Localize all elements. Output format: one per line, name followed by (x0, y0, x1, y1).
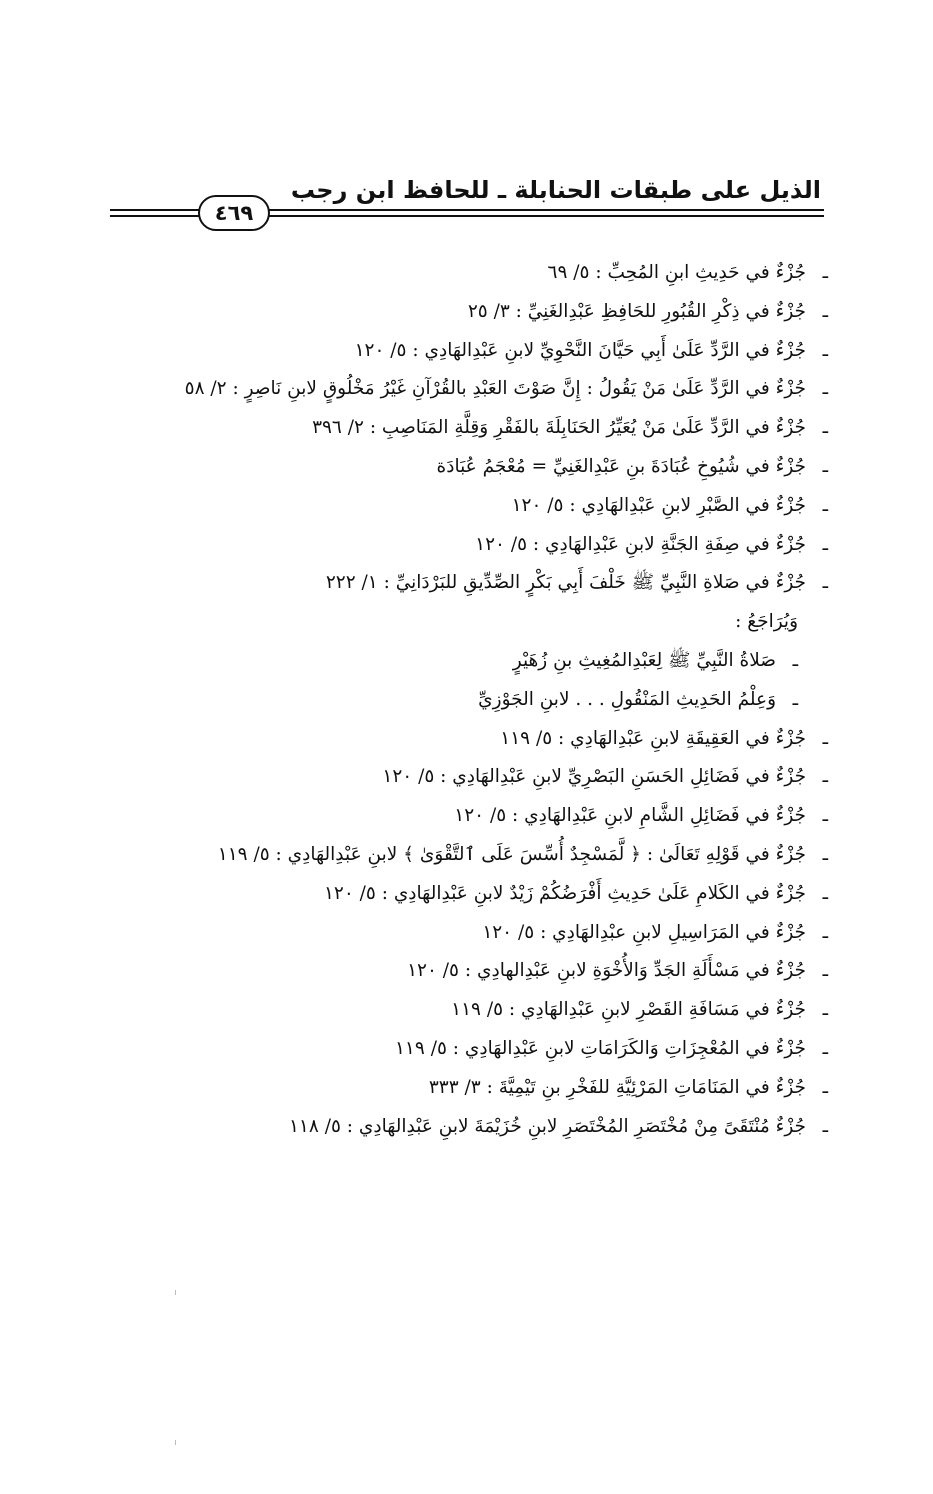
list-item (128, 293, 828, 332)
list-item (128, 526, 828, 565)
list-marker: ـ (822, 1037, 828, 1059)
entry-text: جُزْءٌ في المَرَاسِيلِ لابنِ عبْدِالهَادِي : ٥/ ١٢٠ (482, 921, 806, 943)
list-item (128, 914, 828, 953)
list-item (128, 875, 828, 914)
list-marker: ـ (822, 339, 828, 361)
entry-text: صَلاةُ النَّبِيِّ ﷺ لِعَبْدِالمُغِيثِ بنِ زُهَيْرٍ (512, 649, 776, 671)
list-marker: ـ (822, 727, 828, 749)
list-item (128, 254, 828, 293)
list-marker: ـ (822, 843, 828, 865)
list-marker: ـ (822, 882, 828, 904)
entry-text: جُزْءٌ في صِفَةِ الجَنَّةِ لابنِ عَبْدِالهَادِي : ٥/ ١٢٠ (475, 533, 806, 555)
entry-text: جُزْءٌ في ذِكْرِ القُبُورِ للحَافِظِ عَبْدِالغَنِيِّ : ٣/ ٢٥ (467, 300, 806, 322)
see-also-item (128, 642, 828, 681)
entry-text: جُزْءٌ مُنْتَقَىً مِنْ مُخْتَصَرِ المُخْتَصَرِ لابنِ خُزَيْمَةَ لابنِ عَبْدِالهَادِي : ٥/ ١١٨ (289, 1115, 806, 1137)
entry-text: جُزْءٌ في الصَّبْرِ لابنِ عَبْدِالهَادِي : ٥/ ١٢٠ (511, 494, 806, 516)
list-marker: ـ (822, 533, 828, 555)
list-item (128, 1069, 828, 1108)
list-marker: ـ (792, 649, 798, 671)
entry-text: وَعِلْمُ الحَدِيثِ المَنْقُولِ . . . لابنِ الجَوْزِيِّ (478, 688, 776, 710)
entry-text: وَيُرَاجَعُ : (735, 611, 798, 633)
entry-text: جُزْءٌ في المَنَامَاتِ المَرْئِيَّةِ للفَخْرِ بنِ تَيْمِيَّةَ : ٣/ ٣٣٣ (428, 1076, 806, 1098)
list-marker: ـ (822, 494, 828, 516)
list-marker: ـ (822, 417, 828, 439)
list-marker: ـ (822, 1115, 828, 1137)
list-marker: ـ (822, 1076, 828, 1098)
list-item (128, 487, 828, 526)
list-marker: ـ (792, 688, 798, 710)
list-item (128, 797, 828, 836)
entry-text: جُزْءٌ في شُيُوخِ عُبَادَةَ بنِ عَبْدِالغَنِيِّ = مُعْجَمُ عُبَادَة (436, 455, 806, 477)
page-number: ٤٦٩ (198, 195, 270, 231)
see-also-heading (128, 603, 828, 642)
list-marker: ـ (822, 960, 828, 982)
list-marker: ـ (822, 921, 828, 943)
list-marker: ـ (822, 572, 828, 594)
entry-text: جُزْءٌ في صَلاةِ النَّبِيِّ ﷺ خَلْفَ أَبِي بَكْرٍ الصِّدِّيقِ للبَرْدَانِيِّ : ١/ ٢٢٢ (325, 572, 806, 594)
entry-text: جُزْءٌ في الرَّدِّ عَلَىٰ مَنْ يُعَيِّرُ الحَنَابِلَةَ بالفَقْرِ وَقِلَّةِ المَنَاصِبِ : ٢/ ٣٩٦ (312, 417, 806, 439)
entries-list (128, 254, 828, 1146)
list-marker: ـ (822, 262, 828, 283)
running-title: الذيل على طبقات الحنابلة ـ للحافظ ابن رجب (290, 176, 821, 204)
list-marker: ـ (822, 300, 828, 322)
see-also-item (128, 681, 828, 720)
list-item (128, 564, 828, 603)
list-item (128, 1030, 828, 1069)
list-item (128, 720, 828, 759)
scan-speck (175, 1440, 176, 1445)
entry-text: جُزْءٌ في الكَلامِ عَلَىٰ حَدِيثِ أَفْرَضُكُمْ زَيْدٌ لابنِ عَبْدِالهَادِي : ٥/ ١٢٠ (323, 882, 806, 904)
list-item (128, 409, 828, 448)
entry-text: جُزْءٌ في فَضَائِلِ الحَسَنِ البَصْرِيِّ لابنِ عَبْدِالهَادِي : ٥/ ١٢٠ (382, 766, 806, 788)
list-item (128, 952, 828, 991)
list-item (128, 448, 828, 487)
entry-text: جُزْءٌ في مَسَافَةِ القَصْرِ لابنِ عَبْدِالهَادِي : ٥/ ١١٩ (451, 999, 806, 1021)
entry-text: جُزْءٌ في فَضَائِلِ الشَّامِ لابنِ عَبْدِالهَادِي : ٥/ ١٢٠ (454, 805, 806, 827)
list-marker: ـ (822, 378, 828, 400)
entry-text: جُزْءٌ في مَسْأَلَةِ الجَدِّ وَالأُخْوَةِ لابنِ عَبْدِالهادِي : ٥/ ١٢٠ (407, 960, 806, 982)
list-marker: ـ (822, 805, 828, 827)
list-item (128, 836, 828, 875)
scan-speck (175, 1290, 176, 1295)
entry-text: جُزْءٌ في الرَّدِّ عَلَىٰ مَنْ يَقُولُ : إِنَّ صَوْتَ العَبْدِ بالقُرْآنِ غَيْرُ مَخْلُوقٍ لابنِ نَاصِرٍ : ٢/ ٥٨ (184, 378, 806, 400)
entry-text: جُزْءٌ في الرَّدِّ عَلَىٰ أَبِي حَيَّانَ النَّحْوِيِّ لابنِ عَبْدِالهَادِي : ٥/ ١٢٠ (354, 339, 806, 361)
list-marker: ـ (822, 766, 828, 788)
list-item (128, 991, 828, 1030)
list-item (128, 1108, 828, 1147)
list-item (128, 370, 828, 409)
list-item (128, 758, 828, 797)
entry-text: جُزْءٌ في المُعْجِزَاتِ وَالكَرَامَاتِ لابنِ عَبْدِالهَادِي : ٥/ ١١٩ (395, 1037, 806, 1059)
entry-text: جُزْءٌ في قَوْلِهِ تَعَالَىٰ : ﴿ لَّمَسْجِدٌ أُسِّسَ عَلَى ٱلتَّقْوَىٰ ﴾ لابنِ عَبْدِالهَادِي : ٥/ ١١٩ (217, 843, 806, 865)
entry-text: جُزْءٌ في حَدِيثِ ابنِ المُحِبِّ : ٥/ ٦٩ (547, 262, 806, 283)
list-item (128, 332, 828, 371)
entry-text: جُزْءٌ في العَقِيقَةِ لابنِ عَبْدِالهَادِي : ٥/ ١١٩ (500, 727, 806, 749)
list-marker: ـ (822, 999, 828, 1021)
list-marker: ـ (822, 455, 828, 477)
